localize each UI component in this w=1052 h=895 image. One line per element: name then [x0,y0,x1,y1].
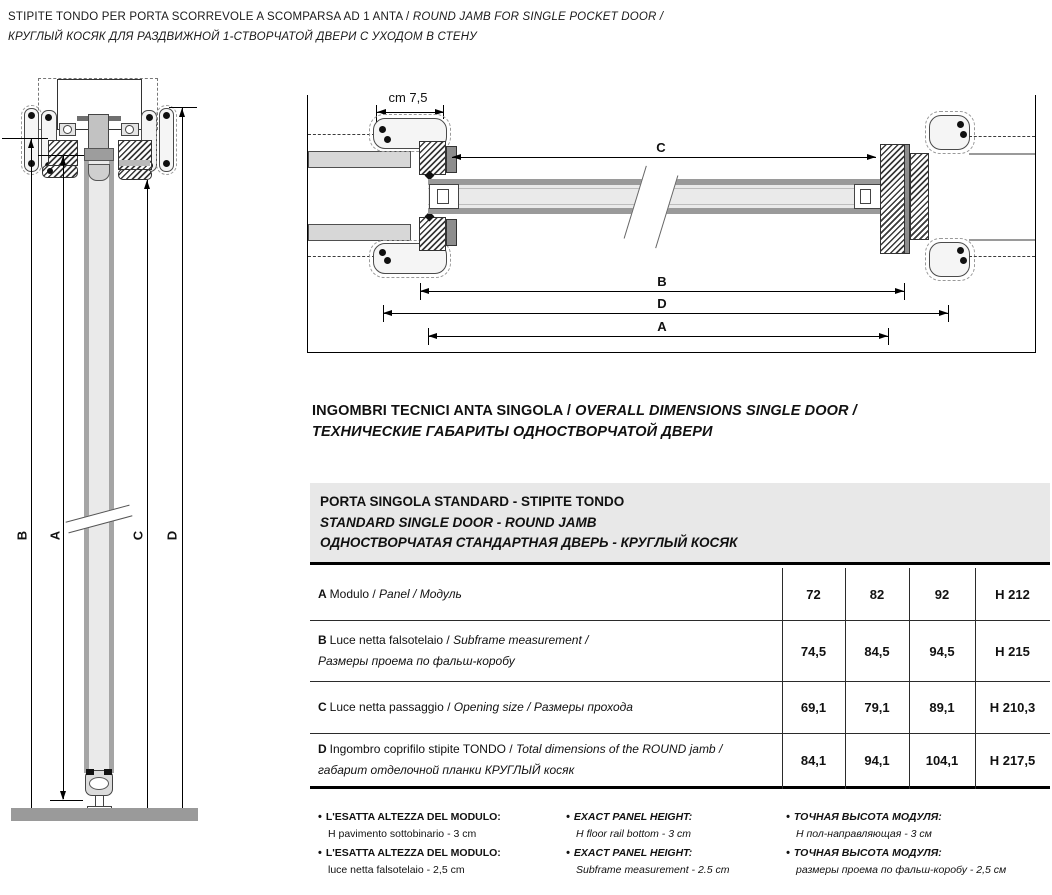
gasket-dot [957,121,964,128]
table-column-line [909,568,910,789]
label-ru: Размеры прохода [533,700,633,714]
row-label [318,621,773,681]
dim-label-b: B [657,274,667,289]
label-en: Panel / [379,586,420,601]
gasket-dot [384,257,391,264]
dim-tick [888,328,889,345]
section-heading [312,401,857,443]
row-key: D [318,742,327,756]
label-en: Opening size / [453,700,534,714]
note-title [318,847,558,860]
note-detail: H пол-направляющая - 3 см [796,828,932,840]
gasket-dot [379,249,386,256]
arrowhead-right [895,288,904,294]
note-detail: размеры проема по фальш-коробу - 2,5 см [796,864,1007,876]
arrowhead-left [428,333,437,339]
wall-face-line [969,239,1035,241]
row-key: B [318,633,327,647]
dim-tick [948,305,949,322]
table-column-line [975,568,976,789]
wall-hidden-line [308,134,375,135]
row-key: A [318,586,327,601]
bullet-icon: • [786,847,790,859]
dim-tick [904,283,905,300]
cell-value: H 212 [995,586,1030,602]
label-it: Modulo / [329,586,380,601]
wall-hidden-line [308,256,375,257]
note-title-text: EXACT PANEL HEIGHT: [573,811,693,823]
cell-value: 94,1 [864,752,890,768]
jamb-hatch-block [910,153,929,240]
note-title [318,811,558,824]
header-text-en: ROUND JAMB FOR SINGLE POCKET DOOR / [412,11,664,23]
arrowhead-left [383,310,392,316]
notes-column-ru [786,811,1052,883]
dim-label-d: D [657,296,667,311]
label-it: Ingombro coprifilo stipite TONDO / [329,742,516,756]
cell-value: 94,5 [929,643,955,659]
bullet-icon: • [566,847,570,859]
note-detail: Subframe measurement - 2.5 cm [576,864,730,876]
note-title-text: L'ESATTA ALTEZZA DEL MODULO: [325,811,501,823]
door-edge-insert [437,189,449,204]
row-label [318,682,773,733]
cell-value: 84,1 [800,752,827,768]
label-it: Luce netta passaggio / [329,700,454,714]
spec-table-header [310,483,1050,565]
note-detail: luce netta falsotelaio - 2,5 cm [328,864,465,876]
gasket-dot [379,126,386,133]
note-title [566,847,781,860]
dim-label-b: B [14,530,30,541]
dim-label-cm75: cm 7,5 [388,90,428,105]
arrowhead-right [939,310,948,316]
dim-label-c: C [656,140,666,155]
table-row-a [310,568,1050,621]
row-label [318,734,773,786]
note-detail: H floor rail bottom - 3 cm [576,828,691,840]
note-detail: H pavimento sottobinario - 3 cm [328,828,477,840]
label-ru: Модуль [419,586,462,601]
cell-value: 79,1 [864,700,890,715]
row-label [318,568,773,620]
table-row-d [310,734,1050,789]
dim-line-b [420,291,904,292]
table-row-b [310,621,1050,682]
notes-column-en [566,811,781,883]
cell-value: 69,1 [800,700,827,715]
jamb-hatch-block [880,144,905,254]
heading-text-it: INGOMBRI TECNICI ANTA SINGOLA / [312,403,576,419]
header-text-it: STIPITE TONDO PER PORTA SCORREVOLE A SCOMPARSA AD 1 ANTA / [8,11,413,23]
note-title-text: EXACT PANEL HEIGHT: [573,847,693,859]
dim-line-c [452,157,876,158]
dim-line-d [383,313,948,314]
jamb-metal-strip [446,219,457,246]
arrowhead-right [867,154,876,160]
arrowhead-left [452,154,461,160]
table-column-line [845,568,846,789]
table-column-line [782,568,783,789]
wall-bar [308,224,411,241]
section-heading-line2: ТЕХНИЧЕСКИЕ ГАБАРИТЫ ОДНОСТВОРЧАТОЙ ДВЕРИ [312,424,713,440]
dim-label-c: C [130,530,146,541]
section-heading-line1 [312,401,857,422]
drawing-border-bottom [307,352,1036,353]
bullet-icon: • [318,811,322,823]
wall-hidden-line [969,136,1035,137]
jamb-hatch-block [419,217,446,251]
cell-value: H 217,5 [989,752,1036,768]
gasket-dot [960,131,967,138]
spec-header-line1: PORTA SINGOLA STANDARD - STIPITE TONDO [320,494,625,509]
bullet-icon: • [318,847,322,859]
spec-header-line2: STANDARD SINGLE DOOR - ROUND JAMB [320,514,597,530]
note-title-text: L'ESATTA ALTEZZA DEL MODULO: [325,847,501,859]
label-it: Luce netta falsotelaio / [329,633,454,647]
label-en: Subframe measurement / [453,633,589,647]
wall-hidden-line [969,256,1035,257]
wall-face-line [969,153,1035,155]
row-key: C [318,700,327,714]
label-ru2: Размеры проема по фальш-коробу [318,654,515,668]
door-edge-insert [860,189,871,204]
label-en: Total dimensions of the ROUND jamb / [515,742,723,756]
arrowhead-left [420,288,429,294]
wall-bar [308,151,411,168]
notes-column-it [318,811,558,883]
note-title-text: ТОЧНАЯ ВЫСОТА МОДУЛЯ: [793,847,942,859]
cell-value: 82 [869,586,885,602]
gasket-dot [960,257,967,264]
drawing-border-right [1035,95,1036,353]
note-title [786,847,1052,860]
dim-label-a: A [47,530,63,541]
cell-value: 89,1 [929,700,955,715]
gasket-dot [957,247,964,254]
bullet-icon: • [566,811,570,823]
dim-label-d: D [164,530,180,541]
heading-text-en: OVERALL DIMENSIONS SINGLE DOOR / [575,403,857,419]
note-title-text: ТОЧНАЯ ВЫСОТА МОДУЛЯ: [793,811,942,823]
cell-value: H 210,3 [989,700,1036,715]
label-ru2: габарит отделочной планки КРУГЛЫЙ косяк [318,763,575,777]
bullet-icon: • [786,811,790,823]
note-title [566,811,781,824]
gasket-dot [384,136,391,143]
cell-value: 104,1 [925,752,959,768]
cell-value: 92 [934,586,950,602]
dim-label-a: A [657,319,667,334]
cell-value: 84,5 [864,643,890,659]
note-title [786,811,1052,824]
cell-value: H 215 [995,643,1030,659]
dim-line-cm75 [377,112,443,113]
table-row-c [310,682,1050,734]
jamb-hatch-block [419,141,446,175]
cell-value: 74,5 [800,643,827,659]
page-header-line2: КРУГЛЫЙ КОСЯК ДЛЯ РАЗДВИЖНОЙ 1-СТВОРЧАТОЙ ДВЕРИ С УХОДОМ В СТЕНУ [8,31,477,43]
dim-line-a [428,336,888,337]
spec-header-line3: ОДНОСТВОРЧАТАЯ СТАНДАРТНАЯ ДВЕРЬ - КРУГЛЫЙ КОСЯК [320,535,738,550]
arrowhead-right [879,333,888,339]
cell-value: 72 [806,586,821,602]
